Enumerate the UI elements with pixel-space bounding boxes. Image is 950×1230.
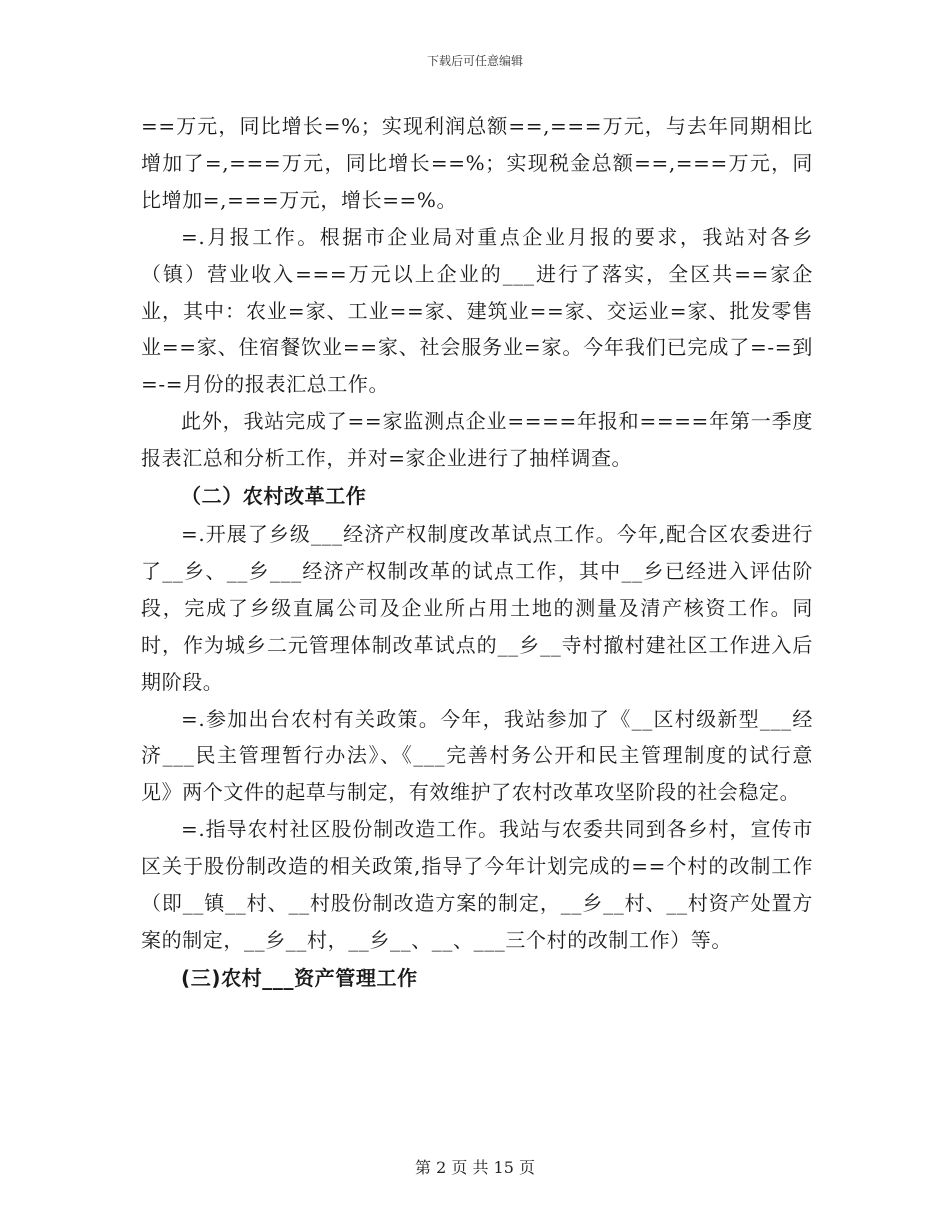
section-heading-asset-management: (三)农村___资产管理工作 bbox=[181, 965, 418, 990]
paragraph-shareholding: =.指导农村社区股份制改造工作。我站与农委共同到各乡村，宣传市区关于股份制改造的相关政策,指导了今年计划完成的==个村的改制工作（即__镇__村、__村股份制改造方案的制定，__乡__村、__村资产处置方案的制定，__乡__村，__乡__、__、___三个村的改制工作）等。 bbox=[141, 817, 813, 952]
paragraph-policy: =.参加出台农村有关政策。今年，我站参加了《__区村级新型___经济___民主管理暂行办法》、《___完善村务公开和民主管理制度的试行意见》两个文件的起草与制定，有效维护了农村改革攻坚阶段的社会稳定。 bbox=[141, 706, 813, 805]
page-footer: 第 2 页 共 15 页 bbox=[415, 1158, 535, 1177]
paragraph-monthly-report: =.月报工作。根据市企业局对重点企业月报的要求，我站对各乡（镇）营业收入===万元以上企业的___进行了落实，全区共==家企业，其中：农业=家、工业==家、建筑业==家、交运业=家、批发零售业==家、住宿餐饮业==家、社会服务业=家。今年我们已完成了=-=到=-=月份的报表汇总工作。 bbox=[141, 224, 813, 397]
section-heading-rural-reform: （二）农村改革工作 bbox=[181, 484, 367, 509]
paragraph-continuation: ==万元，同比增长=%；实现利润总额==,===万元，与去年同期相比增加了=,===万元，同比增长==%；实现税金总额==,===万元，同比增加=,===万元，增长==%。 bbox=[141, 114, 813, 212]
page-header: 下载后可任意编辑 bbox=[426, 54, 523, 68]
document-body bbox=[141, 108, 813, 998]
paragraph-annual-report: 此外，我站完成了==家监测点企业====年报和====年第一季度报表汇总和分析工作，并对=家企业进行了抽样调查。 bbox=[141, 409, 813, 471]
paragraph-property-reform: =.开展了乡级___经济产权制度改革试点工作。今年,配合区农委进行了__乡、__乡___经济产权制改革的试点工作，其中__乡已经进入评估阶段，完成了乡级直属公司及企业所占用土地的测量及清产核资工作。同时，作为城乡二元管理体制改革试点的__乡__寺村撤村建社区工作进入后期阶段。 bbox=[141, 521, 813, 694]
